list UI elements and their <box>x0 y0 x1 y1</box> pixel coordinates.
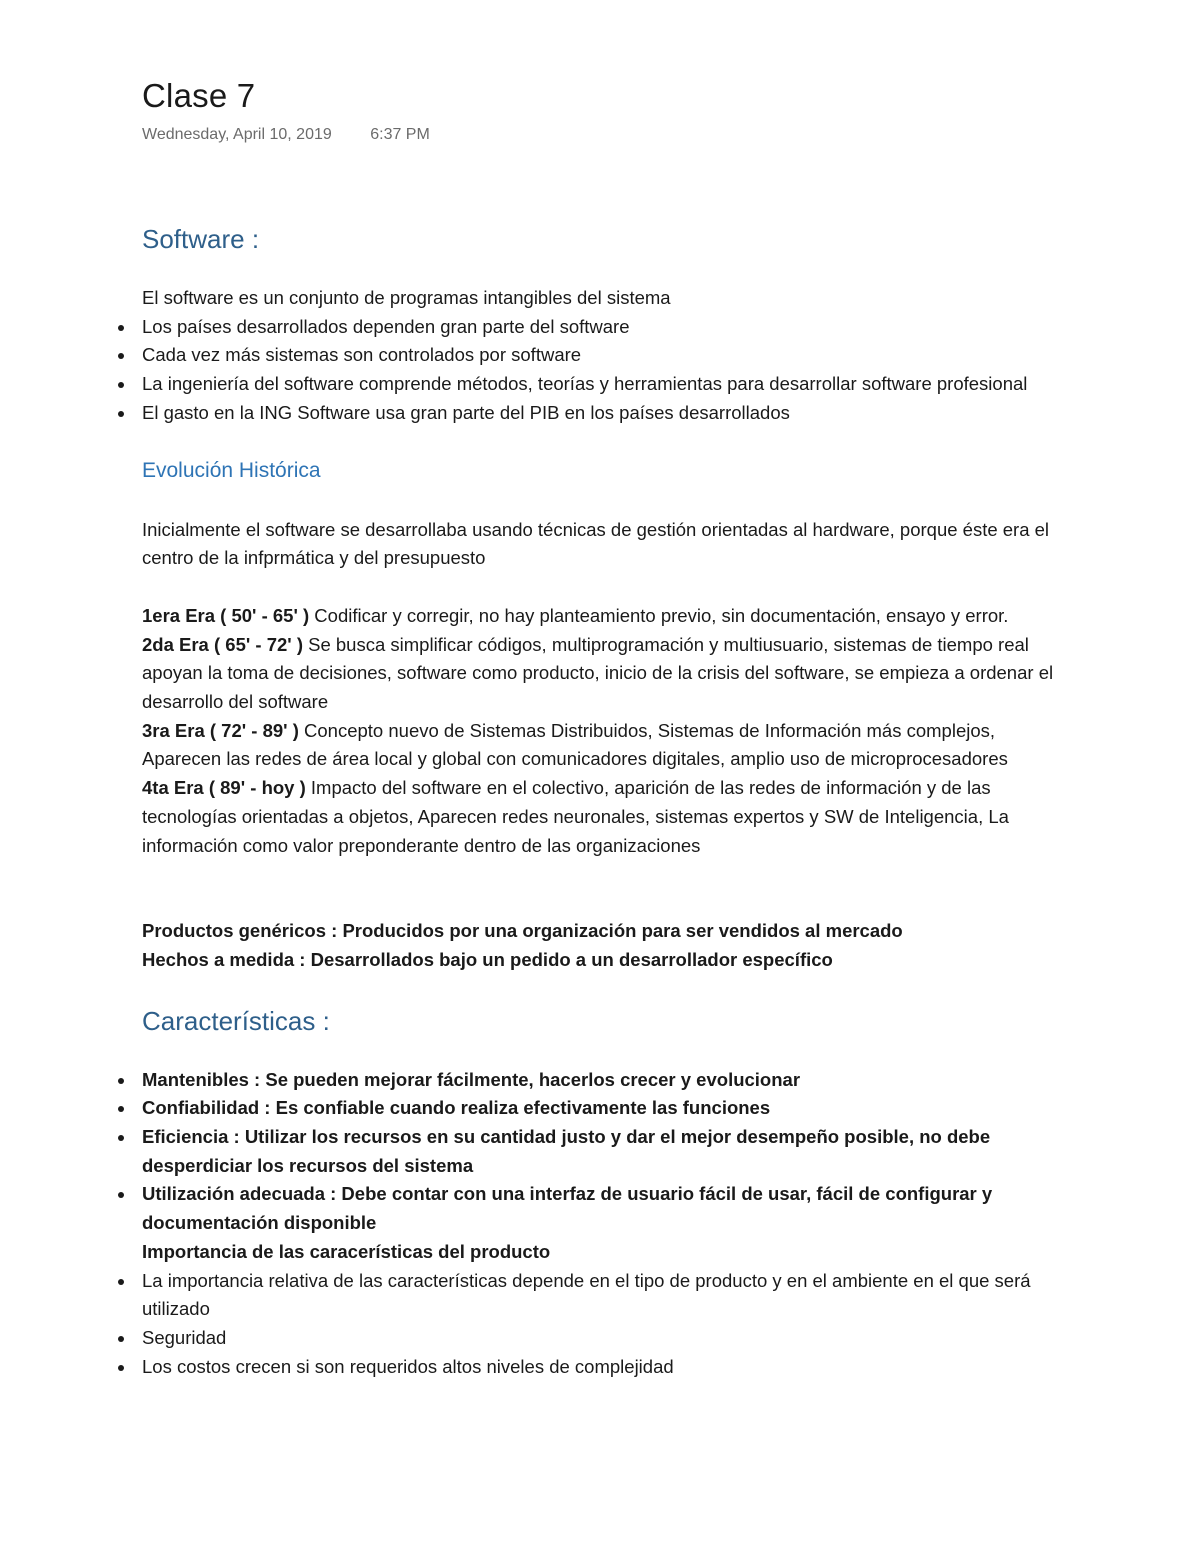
note-meta <box>142 124 1072 146</box>
era-label: 1era Era ( 50' - 65' ) <box>142 604 310 626</box>
caracteristicas-list <box>142 1066 1072 1382</box>
era-text: Concepto nuevo de Sistemas Distribuidos, Sistemas de Información más complejos, Aparecen las redes de área local y global con comunicadores digitales, amplio uso de microprocesadores <box>142 719 1008 770</box>
software-line: El gasto en la ING Software usa gran parte del PIB en los países desarrollados <box>142 399 1072 428</box>
era-label: 2da Era ( 65' - 72' ) <box>142 633 303 655</box>
era-paragraph <box>142 602 1072 631</box>
software-line: El software es un conjunto de programas intangibles del sistema <box>142 287 671 308</box>
caracteristica-item: Confiabilidad : Es confiable cuando realiza efectivamente las funciones <box>142 1094 1072 1123</box>
producto-line: Hechos a medida : Desarrollados bajo un pedido a un desarrollador específico <box>142 948 833 970</box>
evolucion-intro: Inicialmente el software se desarrollaba usando técnicas de gestión orientadas al hardware, porque éste era el centro de la infprmática y del presupuesto <box>142 518 1050 569</box>
software-line: Cada vez más sistemas son controlados por software <box>142 341 1072 370</box>
note-page <box>142 74 1072 1381</box>
caracteristica-subheading: Importancia de las caracerísticas del producto <box>142 1240 551 1262</box>
era-text: Codificar y corregir, no hay planteamiento previo, sin documentación, ensayo y error. <box>309 604 1009 626</box>
caracteristica-item: Los costos crecen si son requeridos altos niveles de complejidad <box>142 1353 1072 1382</box>
era-paragraph <box>142 774 1072 860</box>
evolucion-heading: Evolución Histórica <box>142 458 321 482</box>
productos-block <box>142 917 1072 974</box>
note-date: Wednesday, April 10, 2019 <box>142 126 332 143</box>
era-paragraph <box>142 717 1072 774</box>
caracteristica-item: Mantenibles : Se pueden mejorar fácilmente, hacerlos crecer y evolucionar <box>142 1066 1072 1095</box>
note-time: 6:37 PM <box>370 126 430 143</box>
software-heading: Software : <box>142 224 260 254</box>
caracteristica-item: Utilización adecuada : Debe contar con una interfaz de usuario fácil de usar, fácil de configurar y documentación disponible <box>142 1180 1072 1237</box>
producto-line: Productos genéricos : Producidos por una organización para ser vendidos al mercado <box>142 920 903 942</box>
era-label: 3ra Era ( 72' - 89' ) <box>142 719 299 741</box>
caracteristicas-heading: Características : <box>142 1005 330 1036</box>
page-title: Clase 7 <box>142 77 256 114</box>
software-line: Los países desarrollados dependen gran parte del software <box>142 313 1072 342</box>
caracteristica-item: La importancia relativa de las características depende en el tipo de producto y en el ambiente en el que será utilizado <box>142 1267 1072 1324</box>
software-line: La ingeniería del software comprende métodos, teorías y herramientas para desarrollar software profesional <box>142 370 1072 399</box>
era-text: Impacto del software en el colectivo, aparición de las redes de información y de las tecnologías orientadas a objetos, Aparecen redes neuronales, sistemas expertos y SW de Inteligencia, La información como valor preponderante dentro de las organizaciones <box>142 777 1009 856</box>
software-list <box>142 284 1072 428</box>
caracteristica-item: Eficiencia : Utilizar los recursos en su cantidad justo y dar el mejor desempeño posible, no debe desperdiciar los recursos del sistema <box>142 1123 1072 1180</box>
caracteristica-item: Seguridad <box>142 1324 1072 1353</box>
era-label: 4ta Era ( 89' - hoy ) <box>142 777 306 799</box>
era-paragraph <box>142 631 1072 717</box>
era-text: Se busca simplificar códigos, multiprogramación y multiusuario, sistemas de tiempo real apoyan la toma de decisiones, software como producto, inicio de la crisis del software, se empieza a ordenar el desarrollo del software <box>142 633 1054 713</box>
eras-block <box>142 602 1072 860</box>
